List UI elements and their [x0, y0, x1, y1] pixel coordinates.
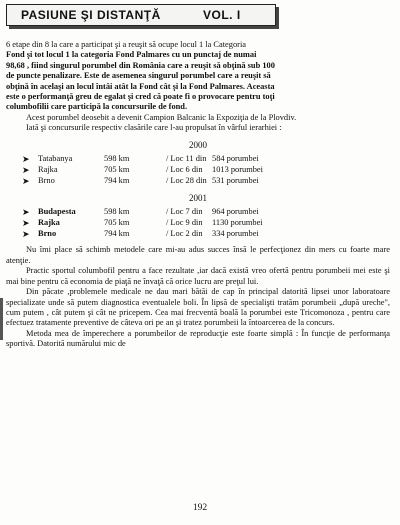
- paragraph-din-pacate: Din păcate ,problemele medicale ne dau mari bătăi de cap în principal datorită lipsei unor laboratoare specializate unde să putem diagnostica eventualele boli. În lipsă de specialişti tratăm porumbeii „după ureche", cum putem , cât putem şi cât ne pricepem. Cea mai frecventă boală la porumbei este Tricomonoza , pentru care efectuez tratamente preventive de câteva ori pe an şi tratez porumbeii la întoarcerea de la concurs.: [6, 287, 390, 328]
- result-place: / Loc 7 din: [166, 207, 203, 217]
- year-heading-2001: 2001: [189, 193, 207, 204]
- result-distance: 598 km: [104, 154, 130, 164]
- intro-line: 98,68 , fiind singurul porumbel din România care a reuşit să obţină sub 100: [6, 60, 275, 70]
- results-list-2000: [6, 154, 390, 187]
- result-place: / Loc 9 din: [166, 218, 203, 228]
- result-entrants: 584 porumbei: [212, 154, 259, 164]
- scan-edge-mark: [0, 298, 3, 340]
- bullet-arrow-icon: ➤: [22, 165, 30, 176]
- result-distance: 598 km: [104, 207, 130, 217]
- page-body: [6, 40, 390, 350]
- result-row: [6, 165, 390, 176]
- result-distance: 794 km: [104, 229, 130, 239]
- result-city: Tatabanya: [38, 154, 73, 164]
- result-city: Rajka: [38, 218, 60, 228]
- result-place: / Loc 2 din: [166, 229, 203, 239]
- intro-line: columbofilii care participă la concursurile de fond.: [6, 102, 188, 112]
- intro-line: de puncte penalizare. Este de asemenea singurul porumbel care a reuşit să: [6, 71, 271, 81]
- bullet-arrow-icon: ➤: [22, 207, 30, 218]
- result-row: [6, 154, 390, 165]
- result-row: [6, 176, 390, 187]
- bullet-arrow-icon: ➤: [22, 218, 30, 229]
- volume-label: VOL. I: [203, 8, 241, 22]
- bullet-arrow-icon: ➤: [22, 176, 30, 187]
- result-place: / Loc 11 din: [166, 154, 207, 164]
- result-row: [6, 207, 390, 218]
- bullet-arrow-icon: ➤: [22, 229, 30, 240]
- result-distance: 705 km: [104, 218, 130, 228]
- paragraph-iata: Iată şi concursurile respectiv clasările care l-au propulsat în vârful ierarhiei :: [26, 123, 282, 133]
- result-entrants: 964 porumbei: [212, 207, 259, 217]
- result-row: [6, 229, 390, 240]
- year-heading-2000: 2000: [189, 139, 207, 150]
- page-number: 192: [192, 503, 208, 513]
- intro-line: este o performanţă greu de egalat şi cred că poate fi o provocare pentru toţi: [6, 92, 275, 102]
- chapter-title: PASIUNE ŞI DISTANŢĂ: [21, 8, 161, 22]
- result-city: Budapesta: [38, 207, 76, 217]
- results-list-2001: [6, 207, 390, 240]
- chapter-header-box: [6, 4, 276, 26]
- result-entrants: 1013 porumbei: [212, 165, 263, 175]
- intro-line: Fond şi tot locul 1 la categoria Fond Palmares cu un punctaj de numai: [6, 50, 257, 60]
- intro-line: obţină în acelaşi an locul întâi atât la Fond cât şi la Fond Palmares. Aceasta: [6, 81, 275, 91]
- paragraph-balcanic: Acest porumbel deosebit a devenit Campion Balcanic la Expoziţia de la Plovdiv.: [26, 112, 297, 122]
- paragraph-nu: Nu îmi place să schimb metodele care mi-au adus succes însă le perfecţionez din mers cu foarte mare atenţie.: [6, 245, 390, 265]
- paragraph-practic: Practic sportul columbofil pentru a face rezultate ,iar dacă există vreo ofertă pentru porumbeii mei este şi mai bine pentru că economia de piaţă ne învaţă că orice lucru are preţul lui.: [6, 266, 390, 286]
- result-distance: 794 km: [104, 176, 130, 186]
- paragraph-metoda: Metoda mea de împerechere a porumbeilor de reproducţie este foarte simplă : În funcţie de performanţa sportivă. Datorită numărului mic de: [6, 328, 390, 349]
- result-row: [6, 218, 390, 229]
- result-entrants: 531 porumbei: [212, 176, 259, 186]
- result-entrants: 334 porumbei: [212, 229, 259, 239]
- result-city: Brno: [38, 229, 57, 239]
- result-entrants: 1130 porumbei: [212, 218, 263, 228]
- result-distance: 705 km: [104, 165, 130, 175]
- result-place: / Loc 28 din: [166, 176, 207, 186]
- intro-line: 6 etape din 8 la care a participat şi a reuşit să ocupe locul 1 la Categoria: [6, 40, 246, 49]
- result-place: / Loc 6 din: [166, 165, 203, 175]
- result-city: Rajka: [38, 165, 58, 175]
- bullet-arrow-icon: ➤: [22, 154, 30, 165]
- result-city: Brno: [38, 176, 55, 186]
